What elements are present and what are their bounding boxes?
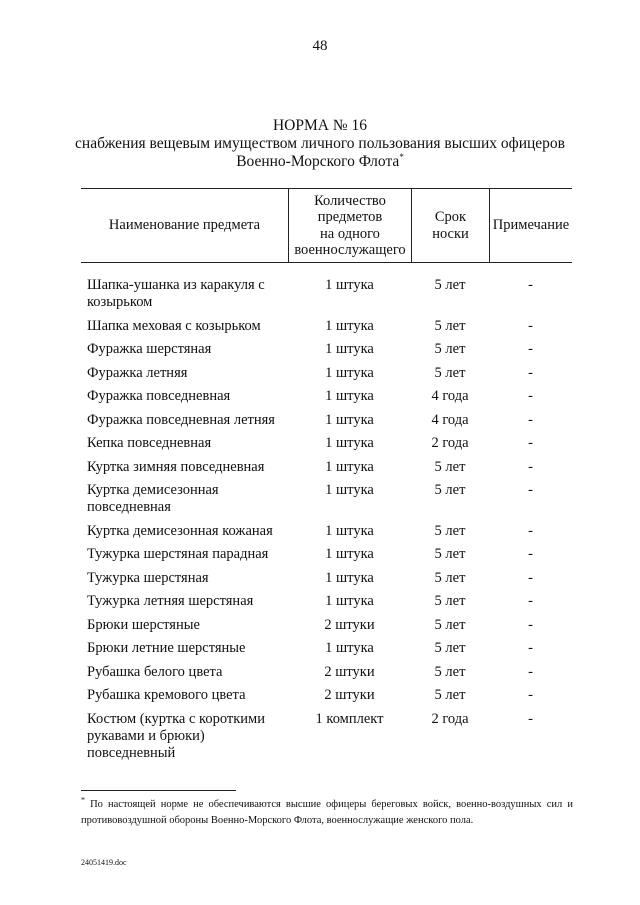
item-name: Брюки летние шерстяные: [87, 640, 246, 656]
item-quantity: 1 штука: [325, 364, 374, 381]
table-row: [81, 593, 572, 617]
table-header: [81, 188, 572, 263]
header-note: [490, 189, 572, 262]
header-item-name-label: Наименование предмета: [108, 217, 261, 234]
header-quantity-lines: [294, 193, 405, 259]
header-note-label: Примечание: [492, 217, 570, 234]
table-row: [81, 277, 572, 318]
item-note: -: [528, 341, 533, 357]
item-wear-term: 5 лет: [434, 687, 466, 703]
item-quantity: 1 штука: [325, 458, 374, 475]
item-note: -: [528, 593, 533, 609]
item-note: -: [528, 616, 533, 633]
item-wear-term: 5 лет: [434, 640, 466, 656]
table-row: [81, 523, 572, 547]
footnote-mark: *: [81, 795, 85, 805]
norm-table: [81, 188, 572, 768]
item-name: Рубашка кремового цвета: [87, 687, 246, 703]
item-name: Тужурка шерстяная: [87, 569, 209, 586]
document-title: [0, 117, 640, 171]
item-quantity: 2 штуки: [324, 687, 375, 703]
table-row: [81, 412, 572, 436]
item-quantity: 2 штуки: [324, 663, 375, 680]
header-quantity-line: на одного: [320, 225, 380, 242]
item-note: -: [528, 411, 533, 428]
item-quantity: 1 штука: [325, 569, 374, 586]
item-wear-term: 5 лет: [434, 317, 466, 334]
item-wear-term: 5 лет: [434, 341, 466, 357]
item-name: Куртка демисезонная повседневная: [87, 482, 219, 515]
table-row: [81, 711, 572, 769]
item-quantity: 1 штука: [325, 546, 374, 562]
item-name: Кепка повседневная: [87, 435, 212, 451]
item-note: -: [528, 710, 533, 727]
header-quantity-line: военнослужащего: [294, 242, 406, 258]
item-quantity: 1 штука: [325, 593, 374, 609]
title-fleet-line: [0, 153, 640, 171]
footnote-text: По настоящей норме не обеспечиваются высшие офицеры береговых войск, военно-воздушных сил и противовоздушной обороны Военно-Морского Флота, военнослужащие женского пола.: [81, 799, 573, 826]
item-quantity: 1 штука: [325, 435, 374, 451]
item-name: Фуражка шерстяная: [87, 341, 212, 357]
item-note: -: [528, 663, 533, 680]
item-quantity: 1 комплект: [315, 710, 384, 727]
item-wear-term: 2 года: [431, 710, 469, 727]
item-quantity: 1 штука: [325, 522, 374, 539]
item-note: -: [528, 687, 533, 703]
footnote-divider: [81, 790, 236, 791]
item-quantity: 1 штука: [325, 341, 374, 357]
table-row: [81, 640, 572, 664]
table-row: [81, 318, 572, 342]
title-norm-number: НОРМА № 16: [272, 117, 368, 134]
item-note: -: [528, 482, 533, 498]
table-row: [81, 435, 572, 459]
item-name: Фуражка летняя: [87, 364, 188, 381]
title-fleet-name: Военно-Морского Флота: [236, 153, 400, 170]
header-wear-term-lines: [432, 209, 469, 242]
item-quantity: 1 штука: [325, 317, 374, 334]
table-row: [81, 365, 572, 389]
item-name: Шапка-ушанка из каракуля с козырьком: [87, 277, 265, 310]
item-name: Костюм (куртка с короткими рукавами и брюки) повседневный: [87, 710, 265, 761]
item-wear-term: 5 лет: [434, 663, 466, 680]
item-quantity: 2 штуки: [324, 616, 375, 633]
item-note: -: [528, 364, 533, 381]
item-name: Куртка демисезонная кожаная: [87, 522, 273, 539]
header-quantity-line: Количество: [314, 192, 386, 209]
table-row: [81, 687, 572, 711]
item-quantity: 1 штука: [325, 411, 374, 428]
table-row: [81, 546, 572, 570]
item-note: -: [528, 317, 533, 334]
item-wear-term: 4 года: [431, 388, 469, 404]
item-note: -: [528, 458, 533, 475]
table-row: [81, 664, 572, 688]
item-note: -: [528, 569, 533, 586]
header-wear-term: [412, 189, 489, 262]
item-name: Рубашка белого цвета: [87, 663, 223, 680]
item-wear-term: 5 лет: [434, 277, 466, 293]
item-wear-term: 5 лет: [434, 546, 466, 562]
title-footnote-mark: *: [399, 151, 404, 162]
item-wear-term: 4 года: [431, 411, 469, 428]
item-quantity: 1 штука: [325, 482, 374, 498]
item-wear-term: 5 лет: [434, 364, 466, 381]
table-row: [81, 617, 572, 641]
table-body: [81, 263, 572, 768]
header-quantity-line: предметов: [317, 209, 383, 225]
item-note: -: [528, 388, 533, 404]
item-quantity: 1 штука: [325, 277, 374, 293]
table-row: [81, 388, 572, 412]
item-note: -: [528, 277, 533, 293]
table-row: [81, 482, 572, 523]
item-note: -: [528, 546, 533, 562]
footnote: [81, 797, 573, 829]
header-wear-term-line: носки: [432, 225, 469, 242]
item-quantity: 1 штука: [325, 640, 374, 656]
item-note: -: [528, 640, 533, 656]
table-row: [81, 459, 572, 483]
header-item-name: [81, 189, 288, 262]
item-name: Брюки шерстяные: [87, 616, 200, 633]
item-wear-term: 5 лет: [434, 569, 466, 586]
header-quantity: [289, 189, 411, 262]
item-quantity: 1 штука: [325, 388, 374, 404]
item-name: Шапка меховая с козырьком: [87, 317, 261, 334]
item-name: Тужурка летняя шерстяная: [87, 593, 254, 609]
table-row: [81, 570, 572, 594]
item-wear-term: 5 лет: [434, 522, 466, 539]
item-wear-term: 5 лет: [434, 458, 466, 475]
document-reference: 24051419.doc: [81, 858, 127, 867]
table-row: [81, 341, 572, 365]
page-number: 48: [312, 38, 328, 54]
item-wear-term: 5 лет: [434, 482, 466, 498]
item-name: Фуражка повседневная летняя: [87, 411, 275, 428]
header-wear-term-line: Срок: [434, 209, 467, 225]
item-wear-term: 5 лет: [434, 616, 466, 633]
title-subtitle: снабжения вещевым имуществом личного пользования высших офицеров: [75, 135, 565, 152]
item-note: -: [528, 435, 533, 451]
item-wear-term: 2 года: [431, 435, 469, 451]
item-name: Фуражка повседневная: [87, 388, 231, 404]
item-wear-term: 5 лет: [434, 593, 466, 609]
item-note: -: [528, 522, 533, 539]
item-name: Куртка зимняя повседневная: [87, 458, 265, 475]
item-name: Тужурка шерстяная парадная: [87, 546, 269, 562]
